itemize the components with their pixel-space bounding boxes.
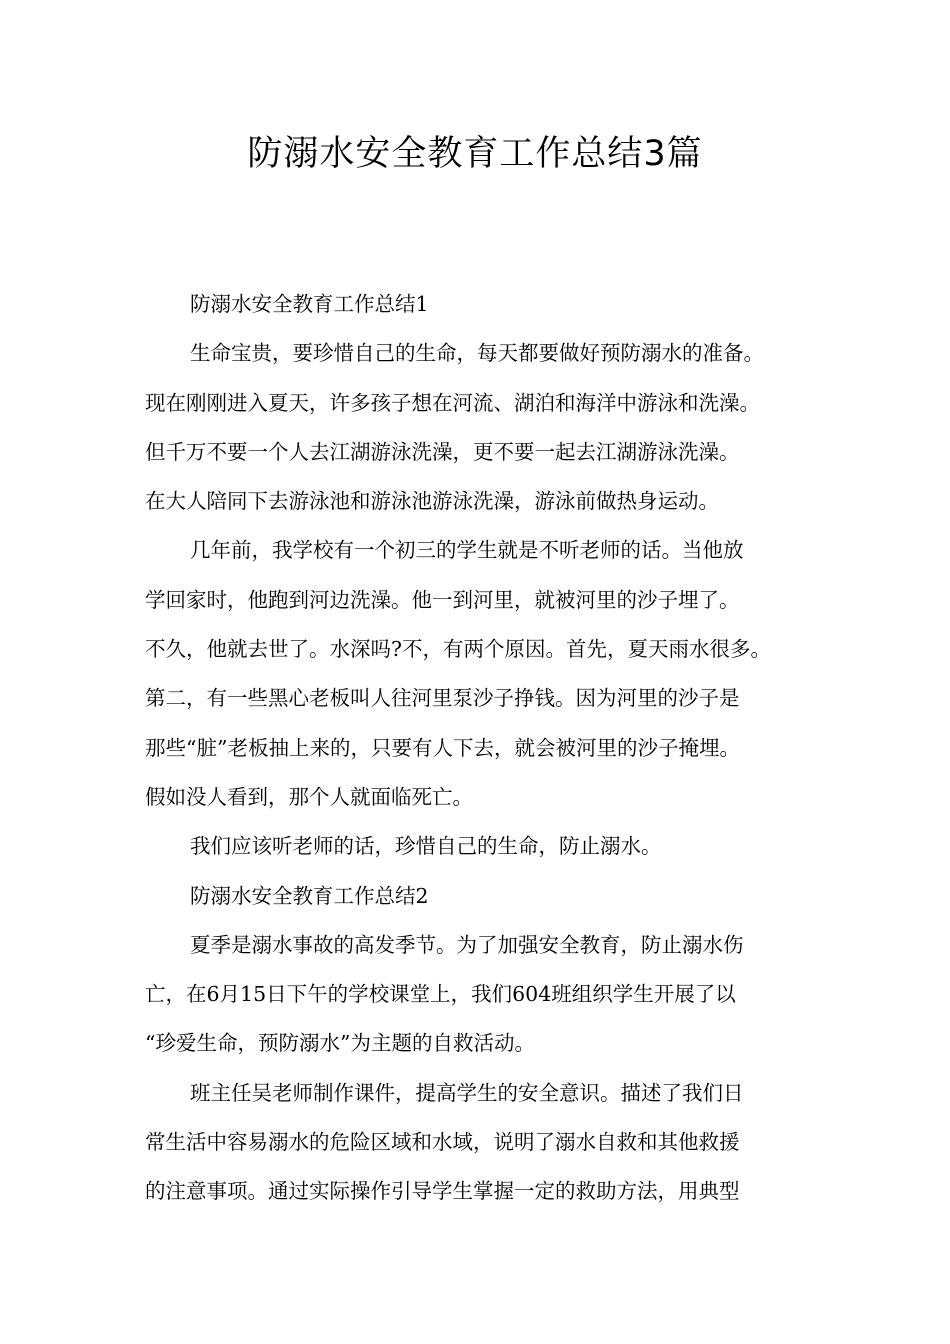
document-line: 现在刚刚进入夏天，许多孩子想在河流、湖泊和海洋中游泳和洗澡。: [145, 390, 760, 415]
document-line: 亡，在6月15日下午的学校课堂上，我们604班组织学生开展了以: [145, 982, 736, 1007]
document-line: 第二，有一些黑心老板叫人往河里泵沙子挣钱。因为河里的沙子是: [145, 686, 740, 711]
document-line: 我们应该听老师的话，珍惜自己的生命，防止溺水。: [190, 834, 662, 859]
document-line: 防溺水安全教育工作总结1: [190, 292, 429, 316]
document-line: 常生活中容易溺水的危险区域和水域，说明了溺水自救和其他救援: [145, 1130, 740, 1155]
document-line: 假如没人看到，那个人就面临死亡。: [145, 784, 473, 809]
document-line: 的注意事项。通过实际操作引导学生掌握一定的救助方法，用典型: [145, 1179, 740, 1204]
document-line: 学回家时，他跑到河边洗澡。他一到河里，就被河里的沙子埋了。: [145, 587, 740, 612]
document-line: 那些“脏”老板抽上来的，只要有人下去，就会被河里的沙子掩埋。: [145, 735, 740, 760]
document-line: 生命宝贵，要珍惜自己的生命，每天都要做好预防溺水的准备。: [190, 341, 764, 366]
document-line: 防溺水安全教育工作总结2: [190, 883, 429, 908]
document-line: 夏季是溺水事故的高发季节。为了加强安全教育，防止溺水伤: [190, 932, 744, 957]
document-line: 但千万不要一个人去江湖游泳洗澡，更不要一起去江湖游泳洗澡。: [145, 439, 740, 464]
document-title: 防溺水安全教育工作总结3篇: [247, 134, 703, 174]
document-line: 几年前，我学校有一个初三的学生就是不听老师的话。当他放: [190, 538, 744, 563]
document-line: “珍爱生命，预防溺水”为主题的自救活动。: [145, 1031, 535, 1056]
document-line: 在大人陪同下去游泳池和游泳池游泳洗澡，游泳前做热身运动。: [145, 489, 719, 514]
document-body: [145, 280, 820, 1217]
document-line: 不久，他就去世了。水深吗?不，有两个原因。首先，夏天雨水很多。: [145, 637, 771, 662]
document-line: 班主任吴老师制作课件，提高学生的安全意识。描述了我们日: [190, 1080, 744, 1105]
